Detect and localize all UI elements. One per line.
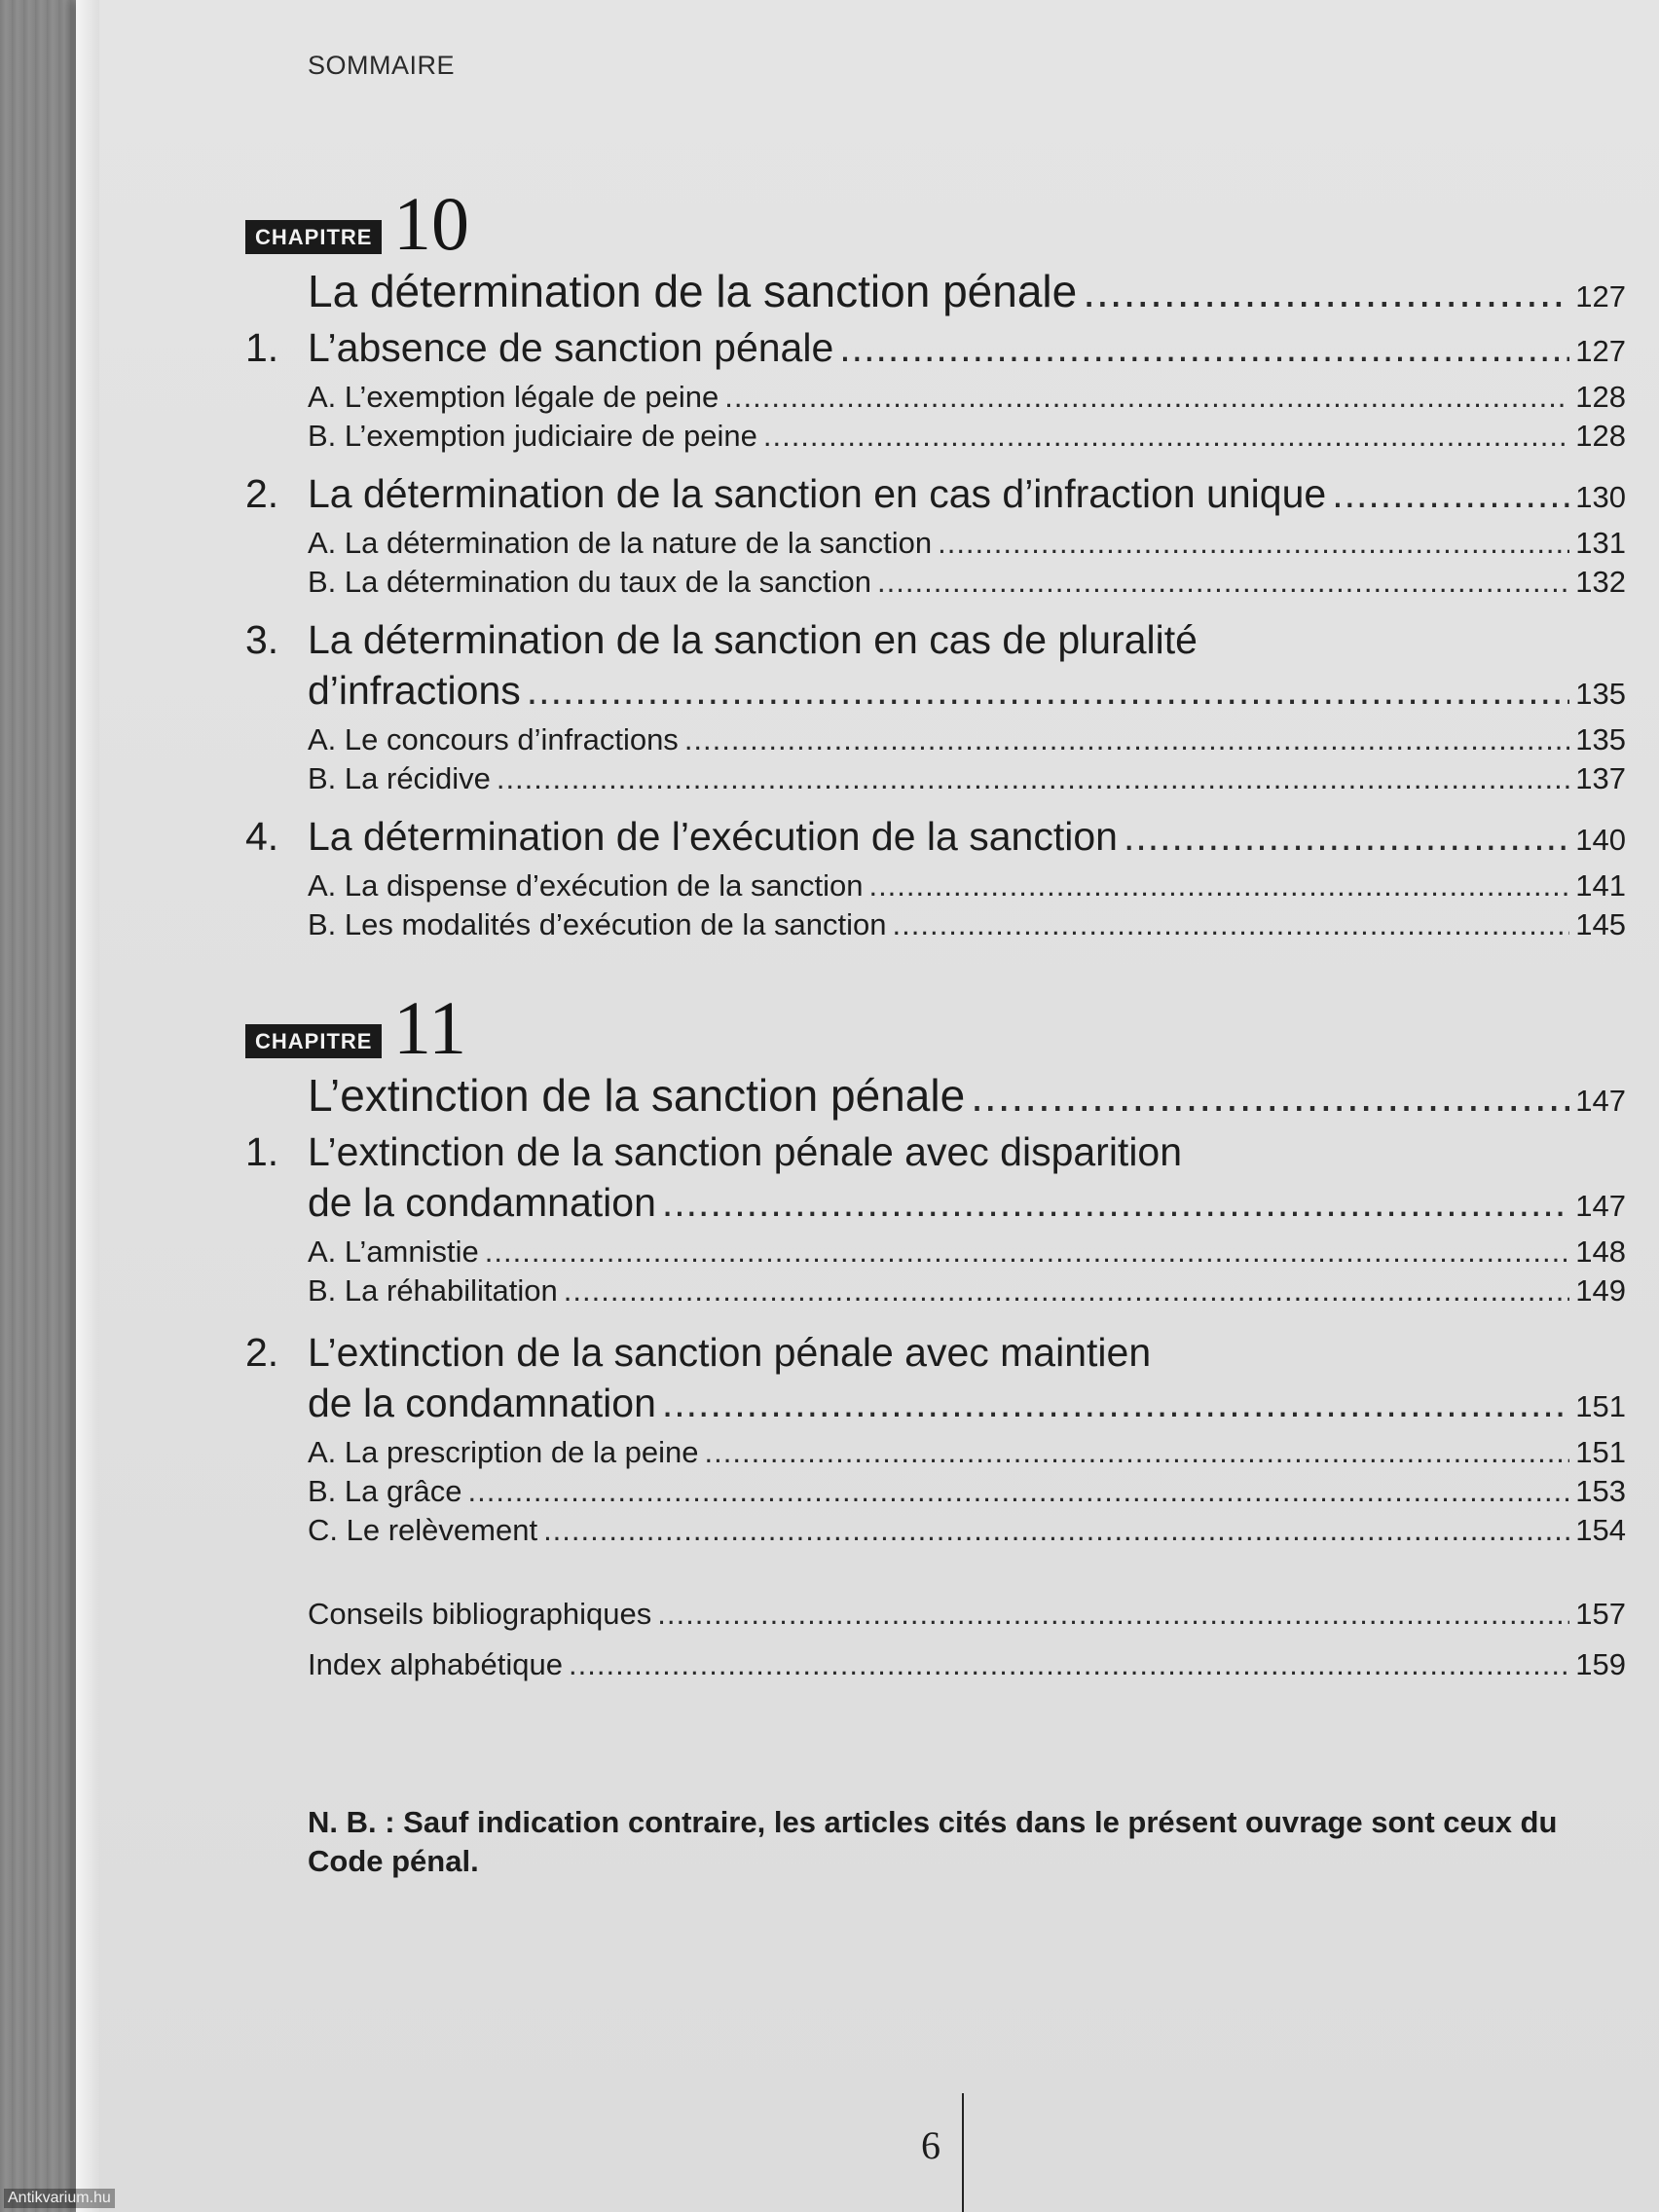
subsection-title: B. Les modalités d’exécution de la sanction [308, 907, 887, 941]
leader-dots [662, 1180, 1569, 1226]
leader-dots [527, 668, 1569, 714]
leader-dots [705, 1435, 1570, 1470]
section-row[interactable] [245, 471, 1628, 526]
leader-dots [657, 1597, 1569, 1632]
page-number: 128 [1575, 419, 1626, 453]
section-row[interactable] [308, 1180, 1628, 1235]
page-number: 127 [1575, 334, 1626, 368]
section-title: L’absence de sanction pénale [308, 325, 834, 370]
back-matter-row[interactable] [308, 1647, 1628, 1698]
chapter-tag: CHAPITRE [245, 1024, 382, 1058]
back-matter-row[interactable] [308, 1597, 1628, 1647]
leader-dots [569, 1647, 1569, 1682]
section-title: L’extinction de la sanction pénale avec maintien [308, 1330, 1152, 1375]
page-number: 135 [1575, 677, 1626, 711]
subsection-row[interactable] [308, 722, 1628, 761]
section-title: L’extinction de la sanction pénale avec disparition [308, 1129, 1183, 1174]
page-edge [76, 0, 99, 2212]
page-number: 135 [1575, 722, 1626, 756]
page-number: 151 [1575, 1435, 1626, 1469]
leader-dots [724, 380, 1569, 415]
leader-dots [877, 565, 1569, 600]
page-number: 147 [1575, 1084, 1626, 1118]
page-number: 140 [1575, 823, 1626, 857]
section-row[interactable] [308, 668, 1628, 722]
page-number: 153 [1575, 1474, 1626, 1508]
section-row[interactable] [245, 325, 1628, 380]
back-matter-title: Conseils bibliographiques [308, 1597, 652, 1631]
subsection-row[interactable] [308, 419, 1628, 458]
chapter-title: L’extinction de la sanction pénale [308, 1070, 966, 1121]
chapter-title-row[interactable] [308, 1069, 1628, 1129]
leader-dots [763, 419, 1569, 454]
page-number: 147 [1575, 1189, 1626, 1223]
leader-dots [868, 868, 1569, 903]
section-title-continued: d’infractions [308, 668, 521, 713]
leader-dots [543, 1513, 1569, 1548]
subsection-title: B. La grâce [308, 1474, 462, 1508]
section-title: La détermination de l’exécution de la sanction [308, 814, 1118, 859]
page-number: 154 [1575, 1513, 1626, 1547]
section-title: La détermination de la sanction en cas d’infraction unique [308, 471, 1327, 516]
subsection-row[interactable] [308, 1273, 1628, 1312]
section-number: 4. [245, 814, 279, 859]
running-head: SOMMAIRE [308, 51, 456, 80]
page-number: 128 [1575, 380, 1626, 414]
leader-dots [839, 325, 1569, 371]
chapter-title-row[interactable] [308, 265, 1628, 325]
subsection-row[interactable] [308, 565, 1628, 604]
subsection-row[interactable] [308, 1474, 1628, 1513]
leader-dots [684, 722, 1569, 757]
subsection-title: A. L’amnistie [308, 1235, 479, 1269]
editorial-note: N. B. : Sauf indication contraire, les articles cités dans le présent ouvrage sont ceux du Code pénal. [308, 1805, 1558, 1878]
section-number: 3. [245, 617, 279, 662]
section-number: 1. [245, 325, 279, 370]
subsection-title: A. La dispense d’exécution de la sanction [308, 868, 864, 903]
section-row[interactable] [308, 1381, 1628, 1435]
chapter-11 [245, 985, 1628, 1698]
subsection-title: A. La prescription de la peine [308, 1435, 699, 1469]
page-number: 148 [1575, 1235, 1626, 1269]
page-number: 145 [1575, 907, 1626, 941]
leader-dots [1124, 814, 1569, 860]
subsection-title: A. L’exemption légale de peine [308, 380, 719, 414]
section-number: 2. [245, 471, 279, 516]
chapter-10 [245, 181, 1628, 946]
page-number: 157 [1575, 1597, 1626, 1631]
section-title-continued: de la condamnation [308, 1381, 656, 1425]
subsection-row[interactable] [308, 1435, 1628, 1474]
subsection-row[interactable] [308, 868, 1628, 907]
page-number: 131 [1575, 526, 1626, 560]
folio-divider [962, 2093, 964, 2212]
subsection-row[interactable] [308, 1513, 1628, 1552]
leader-dots [893, 907, 1570, 942]
subsection-title: B. La détermination du taux de la sanction [308, 565, 872, 599]
page-number: 141 [1575, 868, 1626, 903]
page-folio: 6 [921, 2123, 940, 2167]
leader-dots [662, 1381, 1569, 1426]
subsection-title: B. L’exemption judiciaire de peine [308, 419, 757, 453]
back-matter-title: Index alphabétique [308, 1647, 564, 1681]
leader-dots [468, 1474, 1570, 1509]
section-title-line[interactable] [245, 617, 1628, 668]
chapter-number: 10 [393, 181, 469, 266]
section-title: La détermination de la sanction en cas de pluralité [308, 617, 1198, 662]
chapter-title: La détermination de la sanction pénale [308, 266, 1078, 316]
watermark: Antikvarium.hu [4, 2189, 115, 2208]
chapter-header [245, 181, 1628, 266]
subsection-row[interactable] [308, 380, 1628, 419]
section-row[interactable] [245, 814, 1628, 868]
page-number: 132 [1575, 565, 1626, 599]
subsection-title: C. Le relèvement [308, 1513, 538, 1547]
leader-dots [497, 761, 1569, 796]
page-number: 149 [1575, 1273, 1626, 1308]
subsection-title: A. La détermination de la nature de la sanction [308, 526, 933, 560]
chapter-header [245, 985, 1628, 1070]
leader-dots [1332, 471, 1569, 517]
leader-dots [485, 1235, 1570, 1270]
section-title-continued: de la condamnation [308, 1180, 656, 1225]
subsection-title: B. La récidive [308, 761, 491, 795]
leader-dots [564, 1273, 1569, 1309]
page-number: 159 [1575, 1647, 1626, 1681]
subsection-row[interactable] [308, 907, 1628, 946]
leader-dots [971, 1069, 1569, 1122]
section-title-line[interactable] [245, 1330, 1628, 1381]
page-number: 130 [1575, 480, 1626, 514]
section-number: 1. [245, 1129, 279, 1174]
leader-dots [938, 526, 1569, 561]
chapter-number: 11 [393, 985, 467, 1070]
subsection-row[interactable] [308, 1235, 1628, 1273]
section-title-line[interactable] [245, 1129, 1628, 1180]
subsection-row[interactable] [308, 526, 1628, 565]
leader-dots [1083, 265, 1569, 317]
page-number: 151 [1575, 1389, 1626, 1423]
chapter-tag: CHAPITRE [245, 220, 382, 254]
subsection-title: B. La réhabilitation [308, 1273, 558, 1308]
section-number: 2. [245, 1330, 279, 1375]
subsection-row[interactable] [308, 761, 1628, 800]
page-number: 127 [1575, 279, 1626, 313]
page-number: 137 [1575, 761, 1626, 795]
subsection-title: A. Le concours d’infractions [308, 722, 679, 756]
